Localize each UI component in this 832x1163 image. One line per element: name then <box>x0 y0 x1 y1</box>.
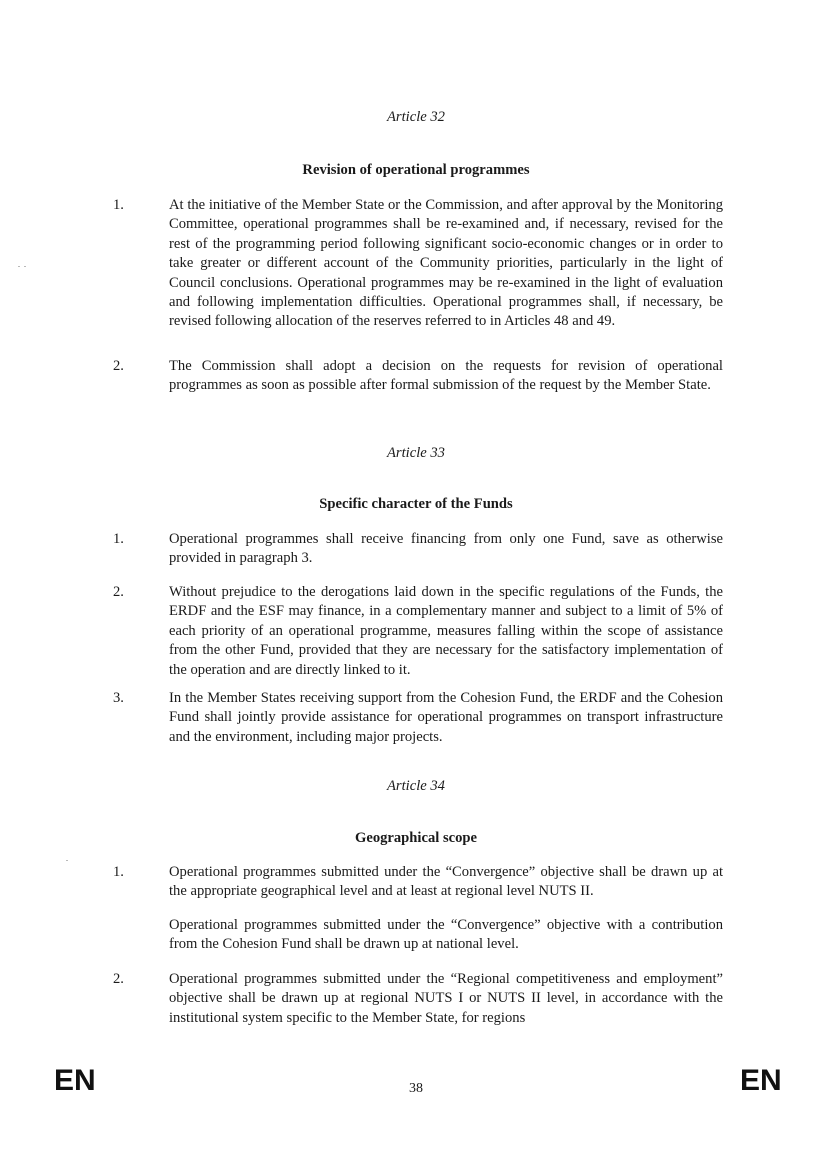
article-34-paragraph-2 <box>113 970 723 1028</box>
article-34-paragraph-1-continued <box>113 916 723 955</box>
paragraph-text: Operational programmes submitted under the “Convergence” objective shall be drawn up at the appropriate geographical level and at least at regional level NUTS II. <box>169 864 723 900</box>
scan-speck <box>66 860 68 861</box>
article-34-paragraph-1 <box>113 863 723 902</box>
paragraph-text: The Commission shall adopt a decision on the requests for revision of operational programmes as soon as possible after formal submission of the request by the Member State. <box>169 358 723 394</box>
article-33-title: Article 33 <box>387 445 445 461</box>
article-33-paragraph-1 <box>113 530 723 569</box>
paragraph-number: 3. <box>113 690 124 706</box>
page-number: 38 <box>409 1081 423 1096</box>
article-32-heading: Revision of operational programmes <box>302 162 530 178</box>
footer-language-left: EN <box>54 1064 96 1097</box>
article-32-paragraph-2 <box>113 357 723 396</box>
paragraph-number: 1. <box>113 197 124 213</box>
paragraph-number: 1. <box>113 531 124 547</box>
paragraph-number: 2. <box>113 358 124 374</box>
article-32-title: Article 32 <box>387 109 445 125</box>
article-32-paragraph-1 <box>113 196 723 332</box>
paragraph-number: 2. <box>113 971 124 987</box>
paragraph-text: Operational programmes submitted under the “Regional competitiveness and employment” objective shall be drawn up at regional NUTS I or NUTS II level, in accordance with the institutional system specific to the Member State, for regions <box>169 971 723 1026</box>
paragraph-text: Operational programmes submitted under the “Convergence” objective with a contribution from the Cohesion Fund shall be drawn up at national level. <box>169 917 723 953</box>
paragraph-text: At the initiative of the Member State or the Commission, and after approval by the Monitoring Committee, operational programmes shall be re-examined and, if necessary, revised for the rest of the programming period following significant socio-economic changes or in order to take greater or different account of the Community priorities, particularly in the light of Council conclusions. Operational programmes may be re-examined in the light of evaluation and following implementation difficulties. Operational programmes shall, if necessary, be revised following allocation of the reserves referred to in Articles 48 and 49. <box>169 197 723 330</box>
paragraph-text: In the Member States receiving support from the Cohesion Fund, the ERDF and the Cohesion Fund shall jointly provide assistance for operational programmes on transport infrastructure and the environment, including major projects. <box>169 690 723 745</box>
paragraph-number: 1. <box>113 864 124 880</box>
scan-speck <box>18 266 20 267</box>
paragraph-text: Without prejudice to the derogations laid down in the specific regulations of the Funds, the ERDF and the ESF may finance, in a complementary manner and subject to a limit of 5% of each priority of an operational programme, measures falling within the scope of assistance from the other Fund, provided that they are necessary for the satisfactory implementation of the operation and are directly linked to it. <box>169 584 723 678</box>
article-34-title: Article 34 <box>387 778 445 794</box>
footer-language-right: EN <box>740 1064 782 1097</box>
paragraph-number: 2. <box>113 584 124 600</box>
article-33-paragraph-3 <box>113 689 723 747</box>
article-33-paragraph-2 <box>113 583 723 680</box>
article-34-heading: Geographical scope <box>354 830 477 846</box>
paragraph-text: Operational programmes shall receive financing from only one Fund, save as otherwise provided in paragraph 3. <box>169 531 723 567</box>
article-33-heading: Specific character of the Funds <box>319 496 513 512</box>
scan-speck <box>24 266 26 267</box>
